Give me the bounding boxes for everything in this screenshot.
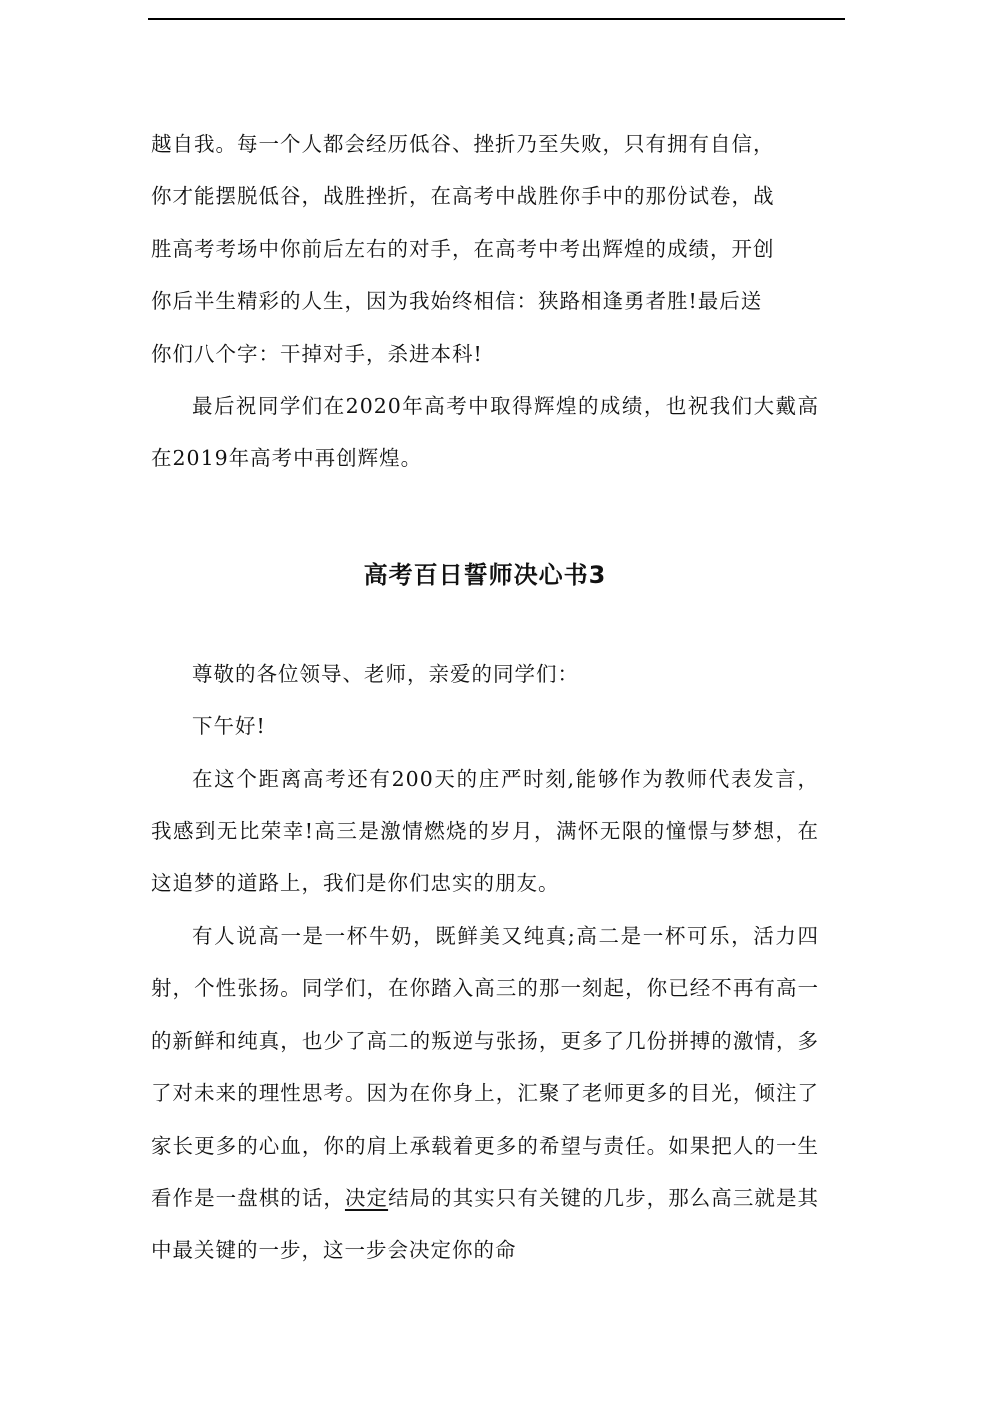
- text-line: 胜高考考场中你前后左右的对手，在高考中考出辉煌的成绩，开创: [151, 236, 775, 261]
- greeting: 尊敬的各位领导、老师，亲爱的同学们：: [192, 661, 579, 686]
- text-span: 有人说高一是一杯牛奶，既鲜美又纯真;高二是一杯可乐，活力四射，个性张扬。同学们，在你踏入高三的那一刻起，你已经不再有高一的新鲜和纯真，也少了高二的叛逆与张扬，更多了几份拼搏的激情，多了对未来的理性思考。因为在你身上，汇聚了老师更多的目光，倾注了家长更多的心血，你的肩上承载着更多的希望与责任。如果把人的一生看作是一盘棋的话，: [151, 923, 819, 1210]
- text-line: 越自我。每一个人都会经历低谷、挫折乃至失败，只有拥有自信，: [151, 132, 775, 156]
- paragraph-closing-wish: 最后祝同学们在2020年高考中取得辉煌的成绩，也祝我们大戴高在2019年高考中再创辉煌。: [151, 394, 819, 471]
- document-body: [151, 118, 819, 1277]
- text-line: 你才能摆脱低谷，战胜挫折，在高考中战胜你手中的那份试卷，战: [151, 184, 775, 209]
- paragraph-main: [151, 910, 819, 1277]
- paragraph-intro: 在这个距离高考还有200天的庄严时刻,能够作为教师代表发言，我感到无比荣幸!高三是激情燃烧的岁月，满怀无限的憧憬与梦想，在这追梦的道路上，我们是你们忠实的朋友。: [151, 766, 819, 896]
- text-line: 你后半生精彩的人生，因为我始终相信：狭路相逢勇者胜!最后送: [151, 289, 763, 314]
- text-span: 结局的其实只有关键的几步，那么高三就是其中最关键的一步，这一步会决定你的命: [151, 1185, 820, 1263]
- text-line: 你们八个字：干掉对手，杀进本科!: [151, 341, 483, 366]
- section-title: 高考百日誓师决心书3: [363, 560, 607, 589]
- header-rule: [148, 18, 845, 20]
- paragraph-continued: [151, 118, 819, 380]
- salutation: 下午好!: [192, 714, 266, 739]
- underlined-text: 决定: [344, 1185, 389, 1210]
